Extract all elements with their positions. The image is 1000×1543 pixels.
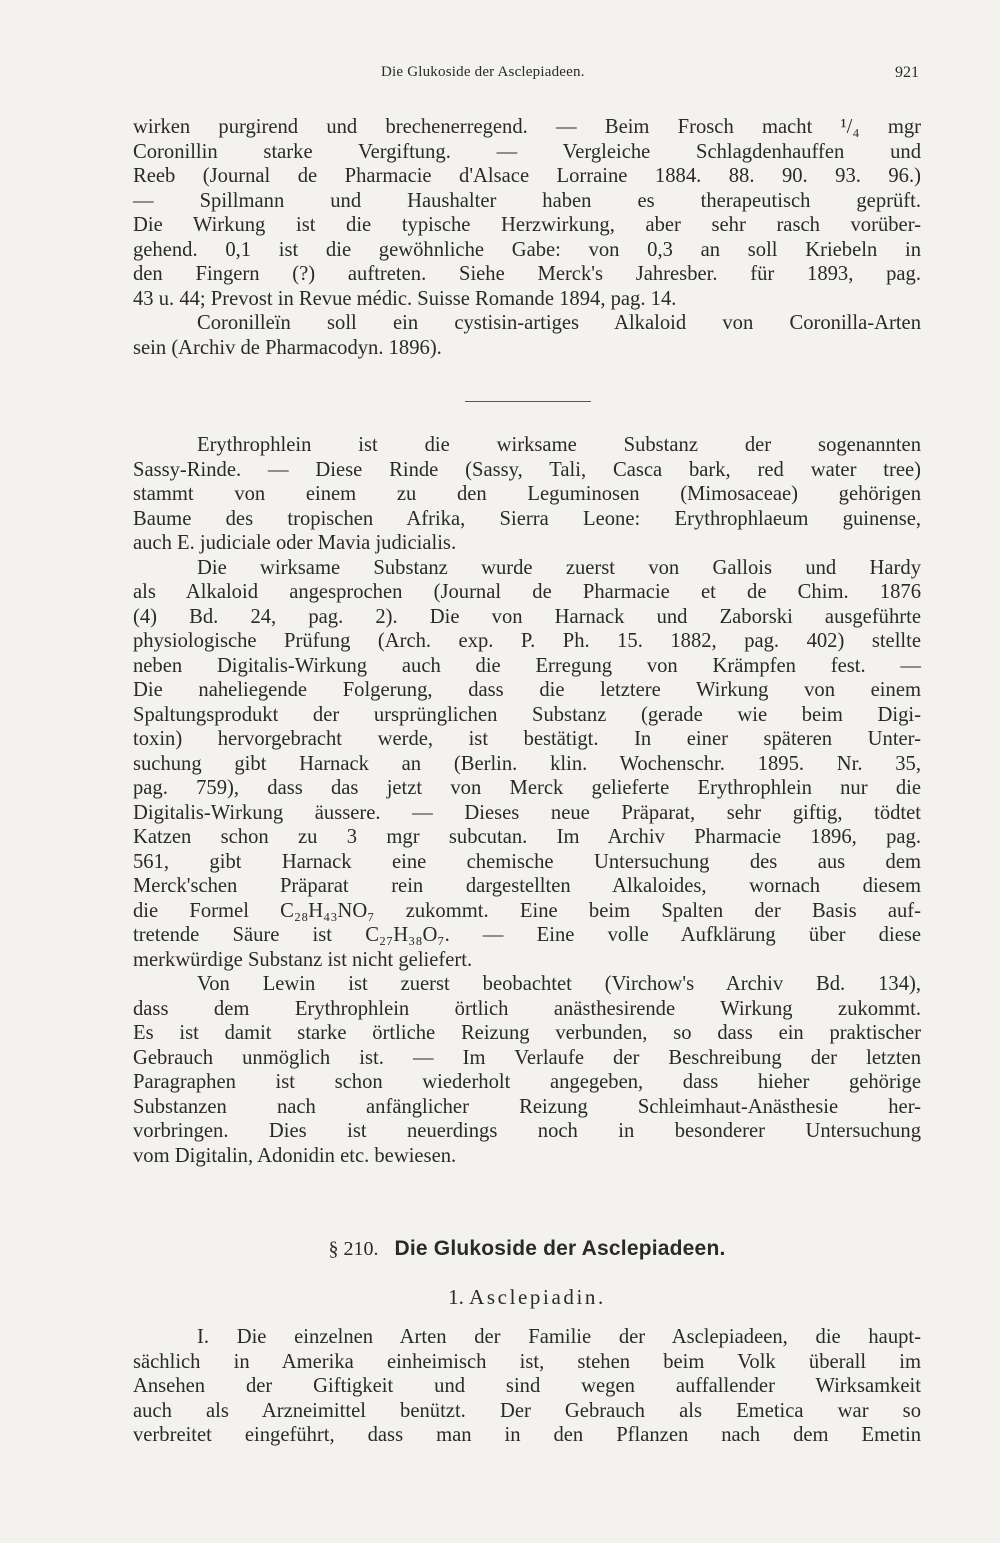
text-line: den Fingern (?) auftreten. Siehe Merck's Jahresber. für 1893, pag. (133, 263, 921, 285)
running-head-title: Die Glukoside der Asclepiadeen. (381, 64, 585, 80)
text-line: — Spillmann und Haushalter haben es therapeutisch geprüft. (133, 189, 921, 212)
text-line: I. Die einzelnen Arten der Familie der Asclepiadeen, die haupt- (197, 1326, 921, 1348)
text-line: als Alkaloid angesprochen (Journal de Pharmacie et de Chim. 1876 (133, 581, 921, 603)
text-line: Die naheliegende Folgerung, dass die letztere Wirkung von einem (133, 679, 921, 701)
text-line: vom Digitalin, Adonidin etc. bewiesen. (133, 1144, 457, 1167)
text-line: Reeb (Journal de Pharmacie d'Alsace Lorraine 1884. 88. 90. 93. 96.) (133, 165, 921, 187)
text-line: merkwürdige Substanz ist nicht geliefert. (133, 948, 473, 971)
running-head (133, 64, 921, 90)
asclepiadin-paragraph (133, 1325, 921, 1448)
text-line: Substanzen nach anfänglicher Reizung Schleimhaut-Anästhesie her- (133, 1095, 921, 1118)
text-line: auch E. judiciale oder Mavia judicialis. (133, 532, 457, 554)
text-line: suchung gibt Harnack an (Berlin. klin. Wochenschr. 1895. Nr. 35, (133, 752, 921, 775)
text-line: Gebrauch unmöglich ist. — Im Verlaufe der Beschreibung der letzten (133, 1046, 921, 1069)
text-line: Die Wirkung ist die typische Herzwirkung, aber sehr rasch vorüber- (133, 214, 921, 236)
text-line: vorbringen. Dies ist neuerdings noch in besonderer Untersuchung (133, 1120, 921, 1142)
text-line: neben Digitalis-Wirkung auch die Erregung von Krämpfen fest. — (133, 654, 921, 677)
section-number: § 210. (328, 1238, 379, 1260)
text-line: 561, gibt Harnack eine chemische Untersuchung des aus dem (133, 850, 921, 873)
text-line: Es ist damit starke örtliche Reizung verbunden, so dass ein praktischer (133, 1022, 921, 1044)
text-line: Paragraphen ist schon wiederholt angegeben, dass hieher gehörige (133, 1071, 921, 1093)
text-line: Coronillin starke Vergiftung. — Vergleiche Schlagdenhauffen und (133, 140, 921, 163)
text-line: auch als Arzneimittel benützt. Der Gebrauch als Emetica war so (133, 1399, 921, 1422)
text-line: sein (Archiv de Pharmacodyn. 1896). (133, 336, 442, 359)
subsection-heading (133, 1285, 921, 1310)
text-line: Die wirksame Substanz wurde zuerst von Gallois und Hardy (197, 556, 921, 579)
text-line: sächlich in Amerika einheimisch ist, stehen beim Volk überall im (133, 1350, 921, 1373)
text-line: die Formel C₂₈H₄₃NO₇ zukommt. Eine beim Spalten der Basis auf- (133, 899, 921, 922)
text-line: gehend. 0,1 ist die gewöhnliche Gabe: von 0,3 an soll Kriebeln in (133, 238, 921, 261)
text-line: dass dem Erythrophlein örtlich anästhesirende Wirkung zukommt. (133, 997, 921, 1020)
subsection-title: Asclepiadin. (469, 1285, 606, 1309)
text-line: tretende Säure ist C₂₇H₃₈O₇. — Eine volle Aufklärung über diese (133, 924, 921, 946)
text-line: Sassy-Rinde. — Diese Rinde (Sassy, Tali, Casca bark, red water tree) (133, 458, 921, 481)
text-line: Digitalis-Wirkung äussere. — Dieses neue Präparat, sehr giftig, tödtet (133, 801, 921, 824)
erythrophlein-section (133, 433, 921, 1168)
text-line: Coronilleïn soll ein cystisin-artiges Alkaloid von Coronilla-Arten (197, 312, 921, 334)
text-line: wirken purgirend und brechenerregend. — Beim Frosch macht ¹/₄ mgr (133, 116, 921, 138)
text-line: (4) Bd. 24, pag. 2). Die von Harnack und Zaborski ausgeführte (133, 605, 921, 628)
section-title: Die Glukoside der Asclepiadeen. (394, 1237, 726, 1260)
text-line: toxin) hervorgebracht werde, ist bestätigt. In einer späteren Unter- (133, 728, 921, 750)
text-line: Von Lewin ist zuerst beobachtet (Virchow's Archiv Bd. 134), (197, 973, 921, 995)
text-line: physiologische Prüfung (Arch. exp. P. Ph. 15. 1882, pag. 402) stellte (133, 630, 921, 652)
text-line: stammt von einem zu den Leguminosen (Mimosaceae) gehörigen (133, 483, 921, 505)
subsection-number: 1. (448, 1285, 464, 1309)
text-line: Merck'schen Präparat rein dargestellten Alkaloides, wornach diesem (133, 875, 921, 897)
page-number: 921 (895, 64, 919, 81)
text-line: verbreitet eingeführt, dass man in den Pflanzen nach dem Emetin (133, 1424, 921, 1446)
text-line: Katzen schon zu 3 mgr subcutan. Im Archiv Pharmacie 1896, pag. (133, 826, 921, 848)
text-line: 43 u. 44; Prevost in Revue médic. Suisse Romande 1894, pag. 14. (133, 287, 677, 310)
section-heading (133, 1237, 921, 1261)
separator-rule (465, 401, 591, 402)
coronillin-paragraph (133, 115, 921, 360)
text-line: pag. 759), dass das jetzt von Merck gelieferte Erythrophlein nur die (133, 777, 921, 799)
text-line: Baume des tropischen Afrika, Sierra Leone: Erythrophlaeum guinense, (133, 507, 921, 530)
text-line: Spaltungsprodukt der ursprünglichen Substanz (gerade wie beim Digi- (133, 703, 921, 726)
text-line: Erythrophlein ist die wirksame Substanz der sogenannten (197, 434, 921, 456)
text-line: Ansehen der Giftigkeit und sind wegen auffallender Wirksamkeit (133, 1375, 921, 1397)
